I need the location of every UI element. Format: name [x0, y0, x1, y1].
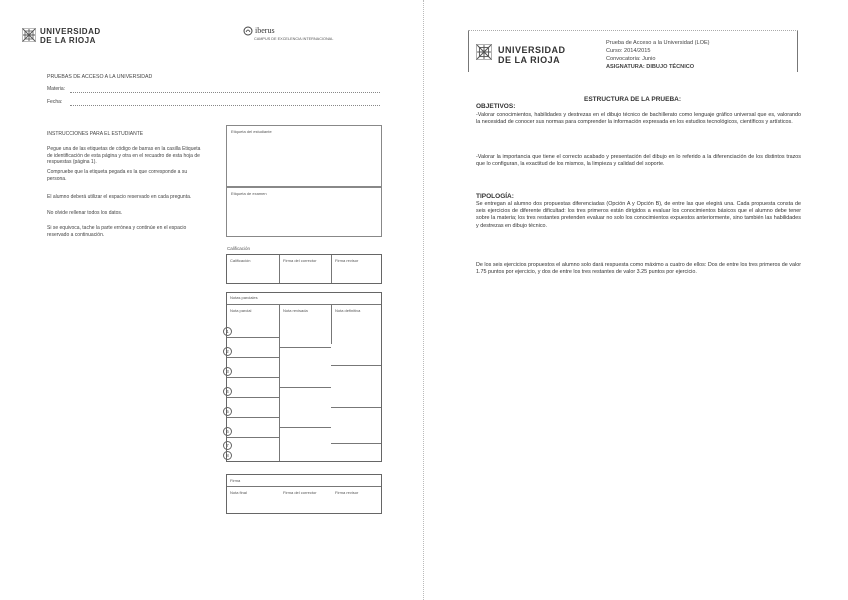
instructions-title: INSTRUCCIONES PARA EL ESTUDIANTE — [47, 131, 144, 137]
fecha-label: Fecha: — [47, 99, 63, 105]
row-line-10 — [279, 427, 331, 428]
header-top-line — [468, 30, 798, 31]
structure-title: ESTRUCTURA DE LA PRUEBA: — [584, 96, 682, 103]
calificacion-col-3: Firma revisor — [335, 258, 359, 263]
firma-table — [226, 474, 382, 514]
university-name-line2: DE LA RIOJA — [40, 36, 96, 45]
notas-divider-2 — [331, 304, 332, 344]
tipologia-title: TIPOLOGÍA: — [476, 193, 514, 200]
iberus-subtitle: CAMPUS DE EXCELENCIA INTERNACIONAL — [254, 37, 334, 41]
header-course: Curso: 2014/2015 — [606, 48, 651, 54]
objetivos-paragraph-1: -Valorar conocimientos, habilidades y destrezas en el dibujo técnico de bachillerato como lenguaje gráfico universal que es, valorando la necesidad de conocer sus normas para comprender la información expresada en los estudios tecnológicos, científicos y artísticos. — [476, 112, 801, 126]
row-line-7 — [227, 397, 279, 398]
notas-col-1: Nota parcial — [230, 308, 252, 313]
materia-line — [70, 92, 380, 93]
calificacion-col-1: Calificación — [230, 258, 251, 263]
university-logo-icon-right — [476, 44, 492, 60]
exam-label-caption: Etiqueta de examen — [231, 191, 267, 196]
calificacion-label: Calificación — [227, 246, 251, 251]
fecha-line — [70, 105, 380, 106]
exam-label-box[interactable] — [226, 187, 382, 237]
firma-col-2: Firma del corrector — [283, 490, 317, 495]
notas-col-2: Nota revisada — [283, 308, 308, 313]
row-line-11 — [227, 437, 279, 438]
row-line-12 — [331, 443, 381, 444]
firma-col-3: Firma revisor — [335, 490, 359, 495]
notas-divider-1 — [279, 304, 280, 461]
objetivos-paragraph-2: -Valorar la importancia que tiene el correcto acabado y presentación del dibujo en lo referido a la diferenciación de los distintos trazos que lo configuran, la exactitud de los mismos, la limpieza y calidad del soporte. — [476, 154, 801, 168]
notas-parciales-table — [226, 292, 382, 462]
instruction-3: El alumno deberá utilizar el espacio reservado en cada pregunta. — [47, 194, 192, 200]
calificacion-divider-1 — [279, 255, 280, 283]
iberus-logo-icon — [243, 26, 253, 36]
notas-label: Notas parciales — [230, 295, 258, 300]
calificacion-divider-2 — [331, 255, 332, 283]
row-line-2 — [279, 347, 331, 348]
firma-label: Firma — [230, 478, 241, 483]
instruction-4: No olvide rellenar todos los datos. — [47, 210, 123, 216]
row-line-9 — [227, 417, 279, 418]
header-subject: ASIGNATURA: DIBUJO TÉCNICO — [606, 64, 695, 70]
question-number-1: 1 — [223, 327, 232, 336]
header-exam-name: Prueba de Acceso a la Universidad (LOE) — [606, 40, 710, 46]
iberus-name: iberus — [255, 26, 275, 35]
instruction-5: Si se equivoca, tache la parte errónea y continúe en el espacio reservado a continuación. — [47, 225, 187, 238]
row-line-1 — [227, 337, 279, 338]
question-number-4: 4 — [223, 387, 232, 396]
row-line-8 — [331, 407, 381, 408]
student-label-box[interactable] — [226, 125, 382, 187]
university-name-right-line1: UNIVERSIDAD — [498, 45, 566, 55]
row-line-5 — [227, 377, 279, 378]
row-line-6 — [279, 387, 331, 388]
objetivos-title: OBJETIVOS: — [476, 103, 516, 110]
calificacion-col-2: Firma del corrector — [283, 258, 317, 263]
materia-label: Materia: — [47, 86, 66, 92]
notas-header-line — [227, 304, 381, 305]
header-convocatoria: Convocatoria: Junio — [606, 56, 656, 62]
instruction-2: Compruebe que la etiqueta pegada es la que corresponde a su persona. — [47, 169, 188, 182]
university-name-right-line2: DE LA RIOJA — [498, 55, 561, 65]
tipologia-paragraph-1: Se entregan al alumno dos propuestas diferenciadas (Opción A y Opción B), de entre las que elegirá una. Cada propuesta consta de seis ejercicios de diferente dificultad: los tres primeros están dirigidos a evaluar los conocimientos básicos que el alumno debe tener sobre la materia; los tres restantes pretenden evaluar no solo los conocimientos expuestos anteriormente, sino también las habilidades y destrezas en dibujo técnico. — [476, 201, 801, 229]
university-logo-icon — [22, 28, 36, 42]
university-name-line1: UNIVERSIDAD — [40, 27, 101, 36]
firma-col-1: Nota final — [230, 490, 247, 495]
question-number-2: 2 — [223, 347, 232, 356]
firma-header-line — [227, 486, 381, 487]
question-number-6: 6 — [223, 427, 232, 436]
row-line-4 — [331, 365, 381, 366]
question-number-8: 8 — [223, 451, 232, 460]
question-number-5: 5 — [223, 407, 232, 416]
instruction-1: Pegue una de las etiquetas de código de barras en la casilla Etiqueta de identificación de esta página y otra en el recuadro de esta hoja de respuestas (página 1). — [47, 146, 201, 165]
page-separator — [423, 0, 424, 600]
calificacion-table — [226, 254, 382, 284]
student-label-caption: Etiqueta del estudiante — [231, 129, 272, 134]
notas-col-3: Nota definitiva — [335, 308, 361, 313]
row-line-3 — [227, 357, 279, 358]
question-number-7: 7 — [223, 441, 232, 450]
question-number-3: 3 — [223, 367, 232, 376]
exam-title: PRUEBAS DE ACCESO A LA UNIVERSIDAD — [47, 74, 153, 80]
tipologia-paragraph-2: De los seis ejercicios propuestos el alumno solo dará respuesta como máximo a cuatro de ellos: Dos de entre los tres primeros de valor 1.75 puntos por ejercicio, y dos de entre los tres restantes de valor 3.25 puntos por ejercicio. — [476, 262, 801, 276]
